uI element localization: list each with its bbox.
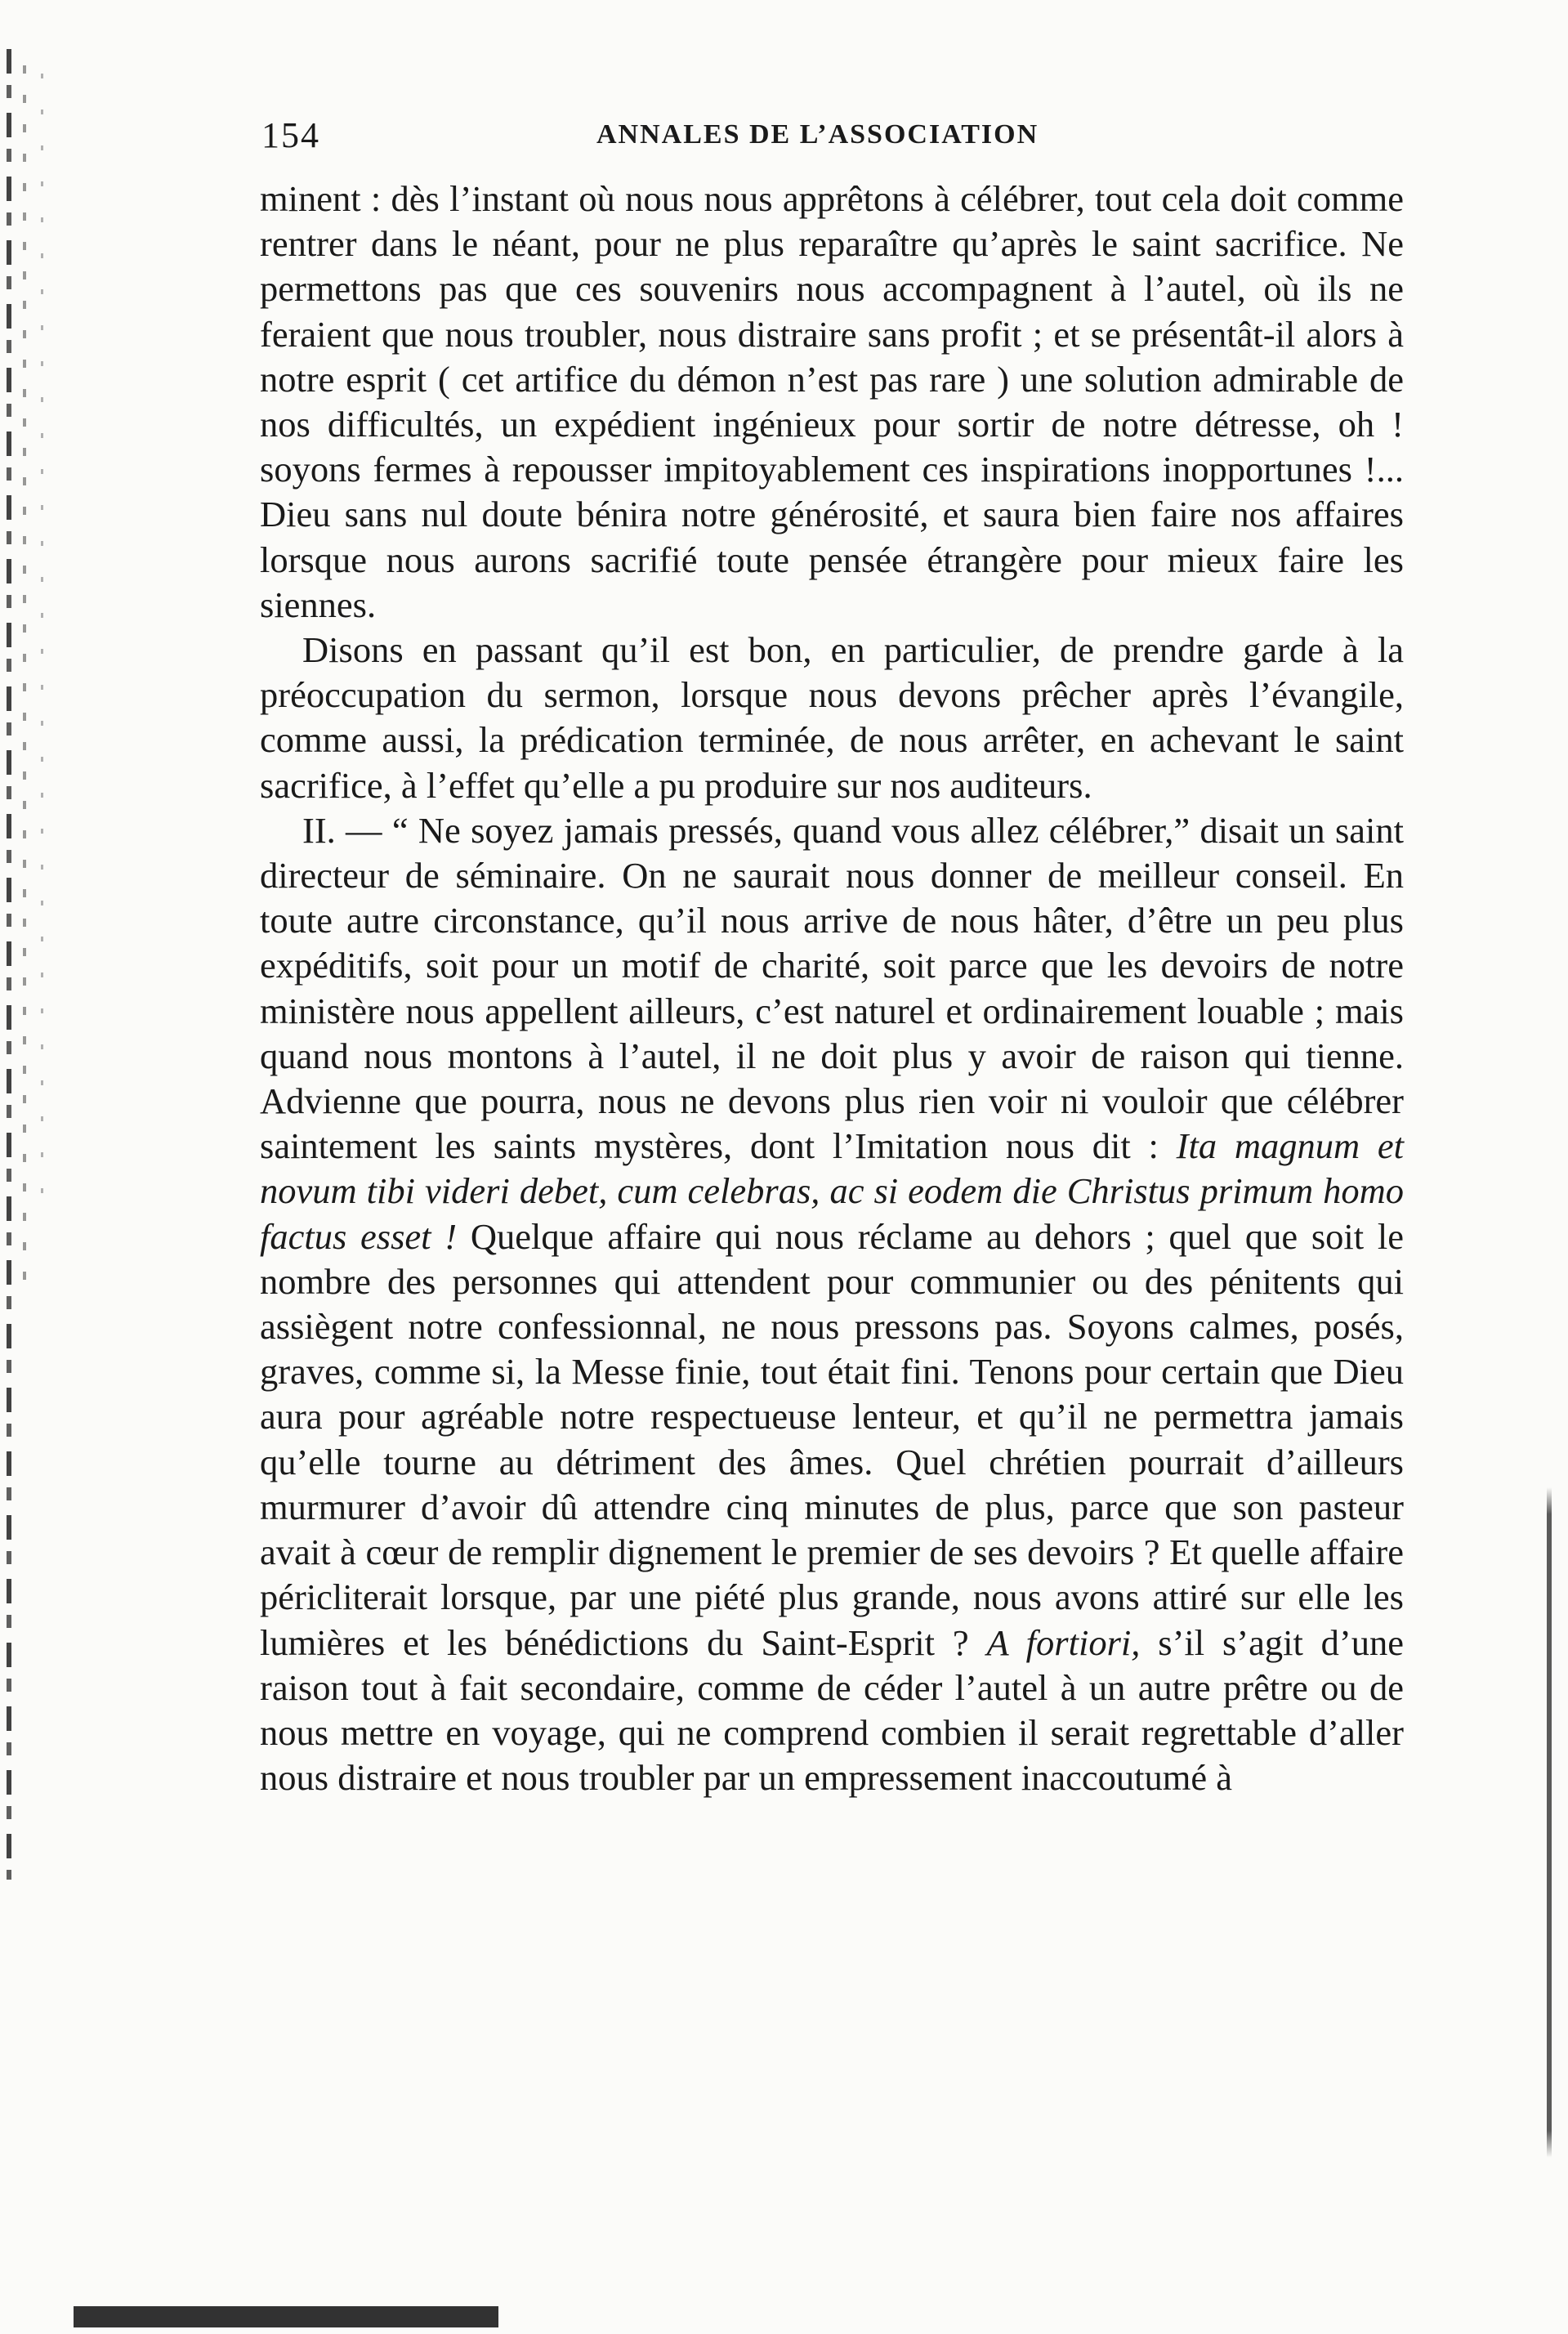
latin-phrase: A fortiori, bbox=[986, 1621, 1141, 1663]
latin-quotation: Ita magnum et novum tibi videri debet, cum celebras, ac si eodem die Christus primum homo factus esset ! bbox=[260, 1125, 1404, 1257]
paragraph-text: II. — “ Ne soyez jamais pressés, quand vous allez célébrer,” disait un saint directeur de séminaire. On ne saurait nous donner de meilleur conseil. En toute autre circonstance, qu’il nous arrive de nous hâter, d’être un peu plus expéditifs, soit pour un motif de charité, soit parce que les devoirs de notre ministère nous appellent ailleurs, c’est naturel et ordinairement louable ; mais quand nous montons à l’autel, il ne doit plus y avoir de raison qui tienne. Advienne que pourra, nous ne devons plus rien voir ni vouloir que célébrer saintement les saints mystères, dont l’Imitation nous dit : bbox=[260, 809, 1404, 1167]
page-number: 154 bbox=[261, 115, 320, 155]
page-header bbox=[261, 114, 1405, 163]
paragraph-text: Quelque affaire qui nous réclame au dehors ; quel que soit le nombre des personnes qui attendent pour communier ou des pénitents qui assiègent notre confessionnal, ne nous pressons pas. Soyons calmes, posés, graves, comme si, la Messe finie, tout était fini. Tenons pour certain que Dieu aura pour agréable notre respectueuse lenteur, et qu’il ne permettra jamais qu’elle tourne au détriment des âmes. Quel chrétien pourrait d’ailleurs murmurer d’avoir dû attendre cinq minutes de plus, parce que son pasteur avait à cœur de remplir dignement le premier de ses devoirs ? Et quelle affaire péricliterait lorsque, par une piété plus grande, nous avons attiré sur elle les lumières et les bénédictions du Saint-Esprit ? bbox=[260, 1215, 1404, 1663]
bottom-edge-shadow bbox=[74, 2306, 498, 2327]
binding-edge-marks bbox=[23, 65, 26, 1291]
paragraph bbox=[260, 177, 1404, 628]
paragraph-text: minent : dès l’instant où nous nous apprêtons à célébrer, tout cela doit comme rentrer dans le néant, pour ne plus reparaître qu’après le saint sacrifice. Ne permettons pas que ces souvenirs nous accompagnent à l’autel, où ils ne feraient que nous troubler, nous distraire sans profit ; et se présentât-il alors à notre esprit ( cet artifice du démon n’est pas rare ) une solution admirable de nos difficultés, un expédient ingénieux pour sortir de notre détresse, oh ! soyons fermes à repousser impitoyablement ces inspirations inopportunes !... Dieu sans nul doute bénira notre générosité, et saura bien faire nos affaires lorsque nous aurons sacrifié toute pensée étrangère pour mieux faire les siennes. bbox=[260, 178, 1404, 625]
paragraph bbox=[260, 628, 1404, 808]
running-title: ANNALES DE L’ASSOCIATION bbox=[596, 119, 1039, 150]
paragraph-text: Disons en passant qu’il est bon, en particulier, de prendre garde à la préoccupation du sermon, lorsque nous devons prêcher après l’évangile, comme aussi, la prédication terminée, de nous arrêter, en achevant le saint sacrifice, à l’effet qu’elle a pu produire sur nos auditeurs. bbox=[260, 629, 1404, 806]
body-text bbox=[260, 177, 1404, 1800]
right-edge-shadow bbox=[1547, 1487, 1552, 2157]
paragraph-text: s’il s’agit d’une raison tout à fait secondaire, comme de céder l’autel à un autre prêtre ou de nous mettre en voyage, qui ne comprend combien il serait regrettable d’aller nous distraire et nous troubler par un empressement inaccoutumé à bbox=[260, 1621, 1404, 1799]
paragraph bbox=[260, 808, 1404, 1800]
binding-edge-shadow bbox=[7, 49, 11, 1880]
binding-edge-marks-inner bbox=[41, 74, 43, 1218]
